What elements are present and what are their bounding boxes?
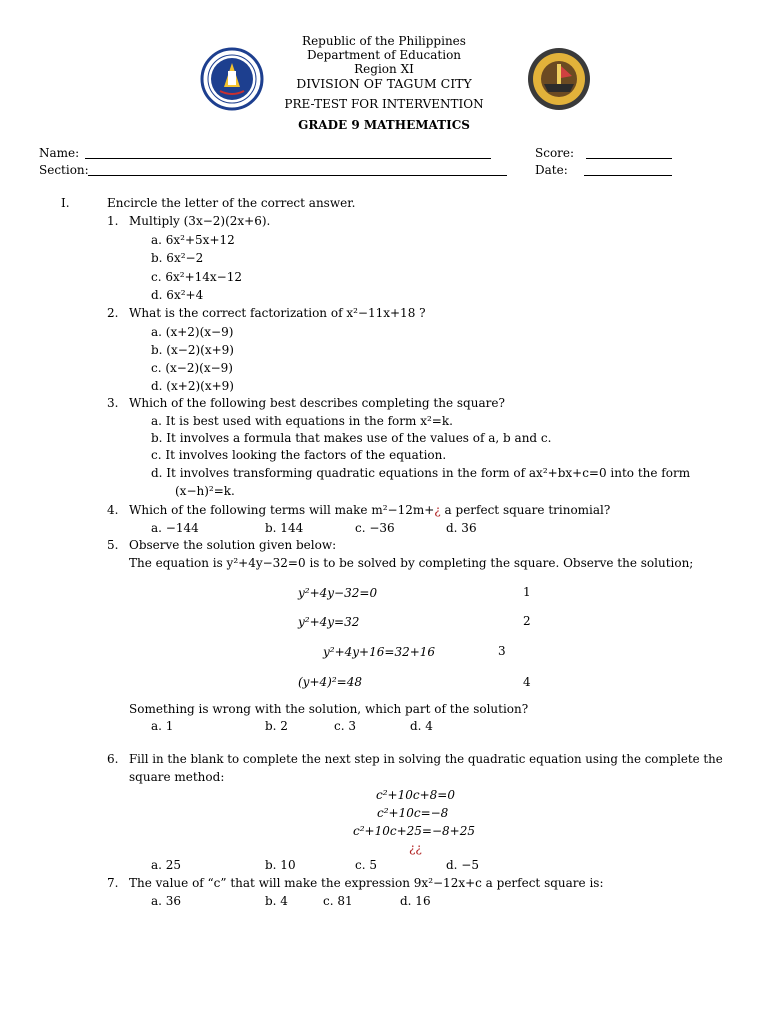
q2-number: 2.	[107, 306, 119, 320]
q4-number: 4.	[107, 503, 119, 517]
q7-choice-c[interactable]: c. 81	[323, 894, 353, 908]
q1-choice-d[interactable]: d. 6x²+4	[151, 288, 204, 302]
name-line[interactable]	[85, 158, 491, 159]
q5-choice-d[interactable]: d. 4	[410, 719, 433, 733]
q7-choice-d[interactable]: d. 16	[400, 894, 431, 908]
q6-step-3: c²+10c+25=−8+25	[353, 824, 475, 838]
q5-step-num-2: 2	[523, 614, 531, 628]
header-region: Region XI	[354, 62, 414, 76]
q3-choice-c[interactable]: c. It involves looking the factors of the equation.	[151, 448, 447, 462]
q5-choice-c[interactable]: c. 3	[334, 719, 356, 733]
q5-number: 5.	[107, 538, 119, 552]
part-numeral: I.	[61, 196, 70, 210]
q5-step-2: y²+4y=32	[298, 615, 360, 629]
q7-choice-a[interactable]: a. 36	[151, 894, 182, 908]
q6-number: 6.	[107, 752, 119, 766]
date-line[interactable]	[584, 175, 672, 176]
q7-choice-b[interactable]: b. 4	[265, 894, 288, 908]
q4-choice-a[interactable]: a. −144	[151, 521, 199, 535]
q2-choice-c[interactable]: c. (x−2)(x−9)	[151, 361, 233, 375]
q5-stem: Observe the solution given below:	[129, 538, 337, 552]
test-title: PRE-TEST FOR INTERVENTION	[284, 97, 484, 111]
q4-stem-text: Which of the following terms will make m²−12m+	[129, 503, 435, 517]
q1-choice-a[interactable]: a. 6x²+5x+12	[151, 233, 235, 247]
q6-blank-glyph: ¿¿	[409, 841, 422, 855]
q6-stem: Fill in the blank to complete the next step in solving the quadratic equation using the complete the	[129, 752, 723, 766]
subject-title: GRADE 9 MATHEMATICS	[298, 118, 470, 132]
q4-choice-d[interactable]: d. 36	[446, 521, 477, 535]
q5-step-4: (y+4)²=48	[298, 675, 362, 689]
section-label: Section:	[39, 163, 89, 177]
q4-stem-tail: a perfect square trinomial?	[440, 503, 611, 517]
q6-choice-d[interactable]: d. −5	[446, 858, 479, 872]
part-instruction: Encircle the letter of the correct answer.	[107, 196, 356, 210]
q3-number: 3.	[107, 396, 119, 410]
q2-choice-d[interactable]: d. (x+2)(x+9)	[151, 379, 234, 393]
q5-step-num-4: 4	[523, 675, 531, 689]
date-label: Date:	[535, 163, 568, 177]
q3-choice-b[interactable]: b. It involves a formula that makes use of the values of a, b and c.	[151, 431, 552, 445]
header-department: Department of Education	[306, 48, 462, 62]
q6-choice-c[interactable]: c. 5	[355, 858, 377, 872]
header-republic: Republic of the Philippines	[302, 34, 466, 48]
q3-stem: Which of the following best describes completing the square?	[129, 396, 505, 410]
q1-stem: Multiply (3x−2)(2x+6).	[129, 214, 271, 228]
q2-choice-b[interactable]: b. (x−2)(x+9)	[151, 343, 234, 357]
q1-choice-b[interactable]: b. 6x²−2	[151, 251, 204, 265]
q5-step-3: y²+4y+16=32+16	[323, 645, 436, 659]
q3-choice-a[interactable]: a. It is best used with equations in the form x²=k.	[151, 414, 453, 428]
q4-choice-b[interactable]: b. 144	[265, 521, 304, 535]
header-division: DIVISION OF TAGUM CITY	[296, 76, 472, 91]
q3-choice-d-cont: (x−h)²=k.	[175, 484, 235, 498]
q6-step-1: c²+10c+8=0	[376, 788, 455, 802]
score-line[interactable]	[586, 158, 672, 159]
section-line[interactable]	[88, 175, 507, 176]
q6-choice-a[interactable]: a. 25	[151, 858, 182, 872]
q4-blank-glyph: ¿	[434, 503, 441, 517]
q5-step-1: y²+4y−32=0	[298, 586, 378, 600]
q5-step-num-3: 3	[498, 644, 506, 658]
name-label: Name:	[39, 146, 80, 160]
q5-step-num-1: 1	[523, 585, 531, 599]
q6-stem-cont: square method:	[129, 770, 225, 784]
q5-equation-line: The equation is y²+4y−32=0 is to be solved by completing the square. Observe the solution;	[129, 556, 694, 570]
q5-choice-a[interactable]: a. 1	[151, 719, 174, 733]
q6-step-2: c²+10c=−8	[377, 806, 449, 820]
score-label: Score:	[535, 146, 575, 160]
q5-ask: Something is wrong with the solution, which part of the solution?	[129, 702, 529, 716]
q1-number: 1.	[107, 214, 119, 228]
q2-stem: What is the correct factorization of x²−11x+18 ?	[129, 306, 426, 320]
q6-choice-b[interactable]: b. 10	[265, 858, 296, 872]
q4-choice-c[interactable]: c. −36	[355, 521, 395, 535]
q5-choice-b[interactable]: b. 2	[265, 719, 288, 733]
q1-choice-c[interactable]: c. 6x²+14x−12	[151, 270, 242, 284]
q7-number: 7.	[107, 876, 119, 890]
q4-stem	[129, 503, 610, 517]
q2-choice-a[interactable]: a. (x+2)(x−9)	[151, 325, 234, 339]
q3-choice-d[interactable]: d. It involves transforming quadratic equations in the form of ax²+bx+c=0 into the form	[151, 466, 691, 480]
q7-stem: The value of “c” that will make the expression 9x²−12x+c a perfect square is:	[129, 876, 604, 890]
